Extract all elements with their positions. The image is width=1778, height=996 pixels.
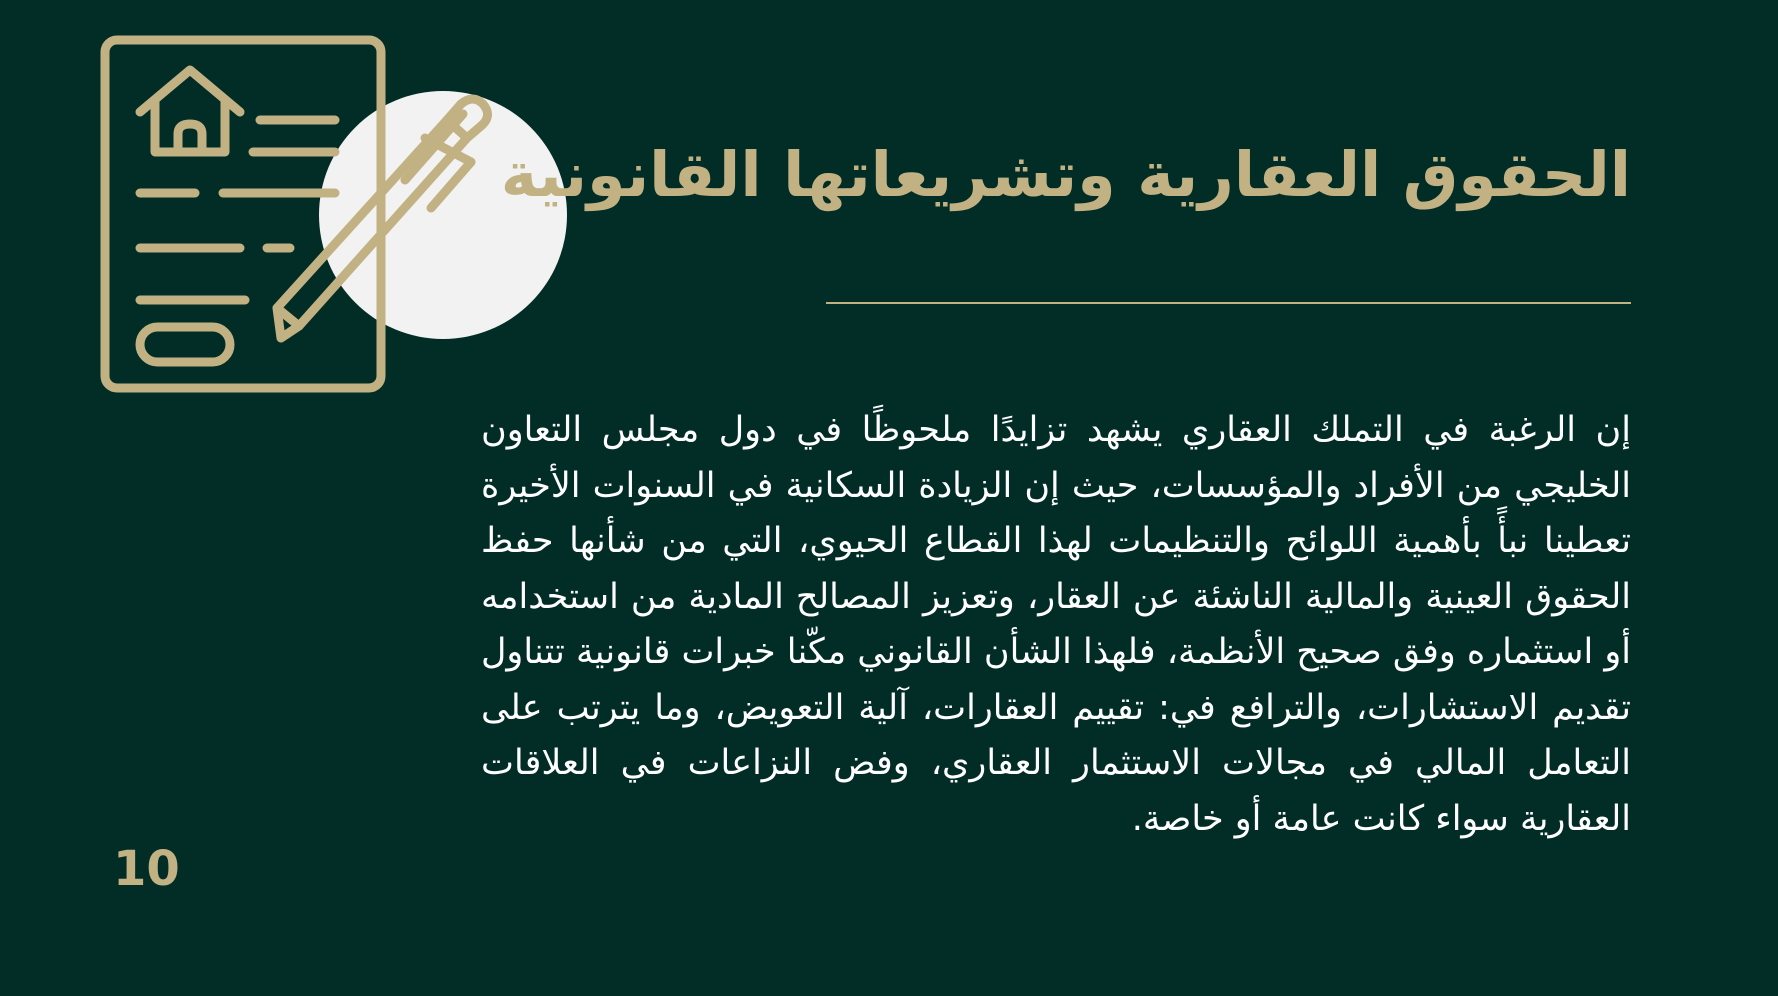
signature-field-icon	[140, 327, 230, 362]
title-divider	[826, 302, 1631, 304]
property-contract-icon	[95, 30, 570, 410]
page-title: الحقوق العقارية وتشريعاتها القانونية	[500, 138, 1631, 211]
house-icon	[140, 70, 240, 152]
page-number: 10	[113, 841, 180, 897]
body-paragraph: إن الرغبة في التملك العقاري يشهد تزايدًا ملحوظًا في دول مجلس التعاون الخليجي من الأفراد والمؤسسات، حيث إن الزيادة السكانية في السنوات الأخيرة تعطينا نبأً بأهمية اللوائح والتنظيمات لهذا القطاع الحيوي، التي من شأنها حفظ الحقوق العينية والمالية الناشئة عن العقار، وتعزيز المصالح المادية من استخدامه أو استثماره وفق صحيح الأنظمة، فلهذا الشأن القانوني مكّنا خبرات قانونية تتناول تقديم الاستشارات، والترافع في: تقييم العقارات، آلية التعويض، وما يترتب على التعامل المالي في مجالات الاستثمار العقاري، وفض النزاعات في العلاقات العقارية سواء كانت عامة أو خاصة.	[481, 410, 1631, 839]
